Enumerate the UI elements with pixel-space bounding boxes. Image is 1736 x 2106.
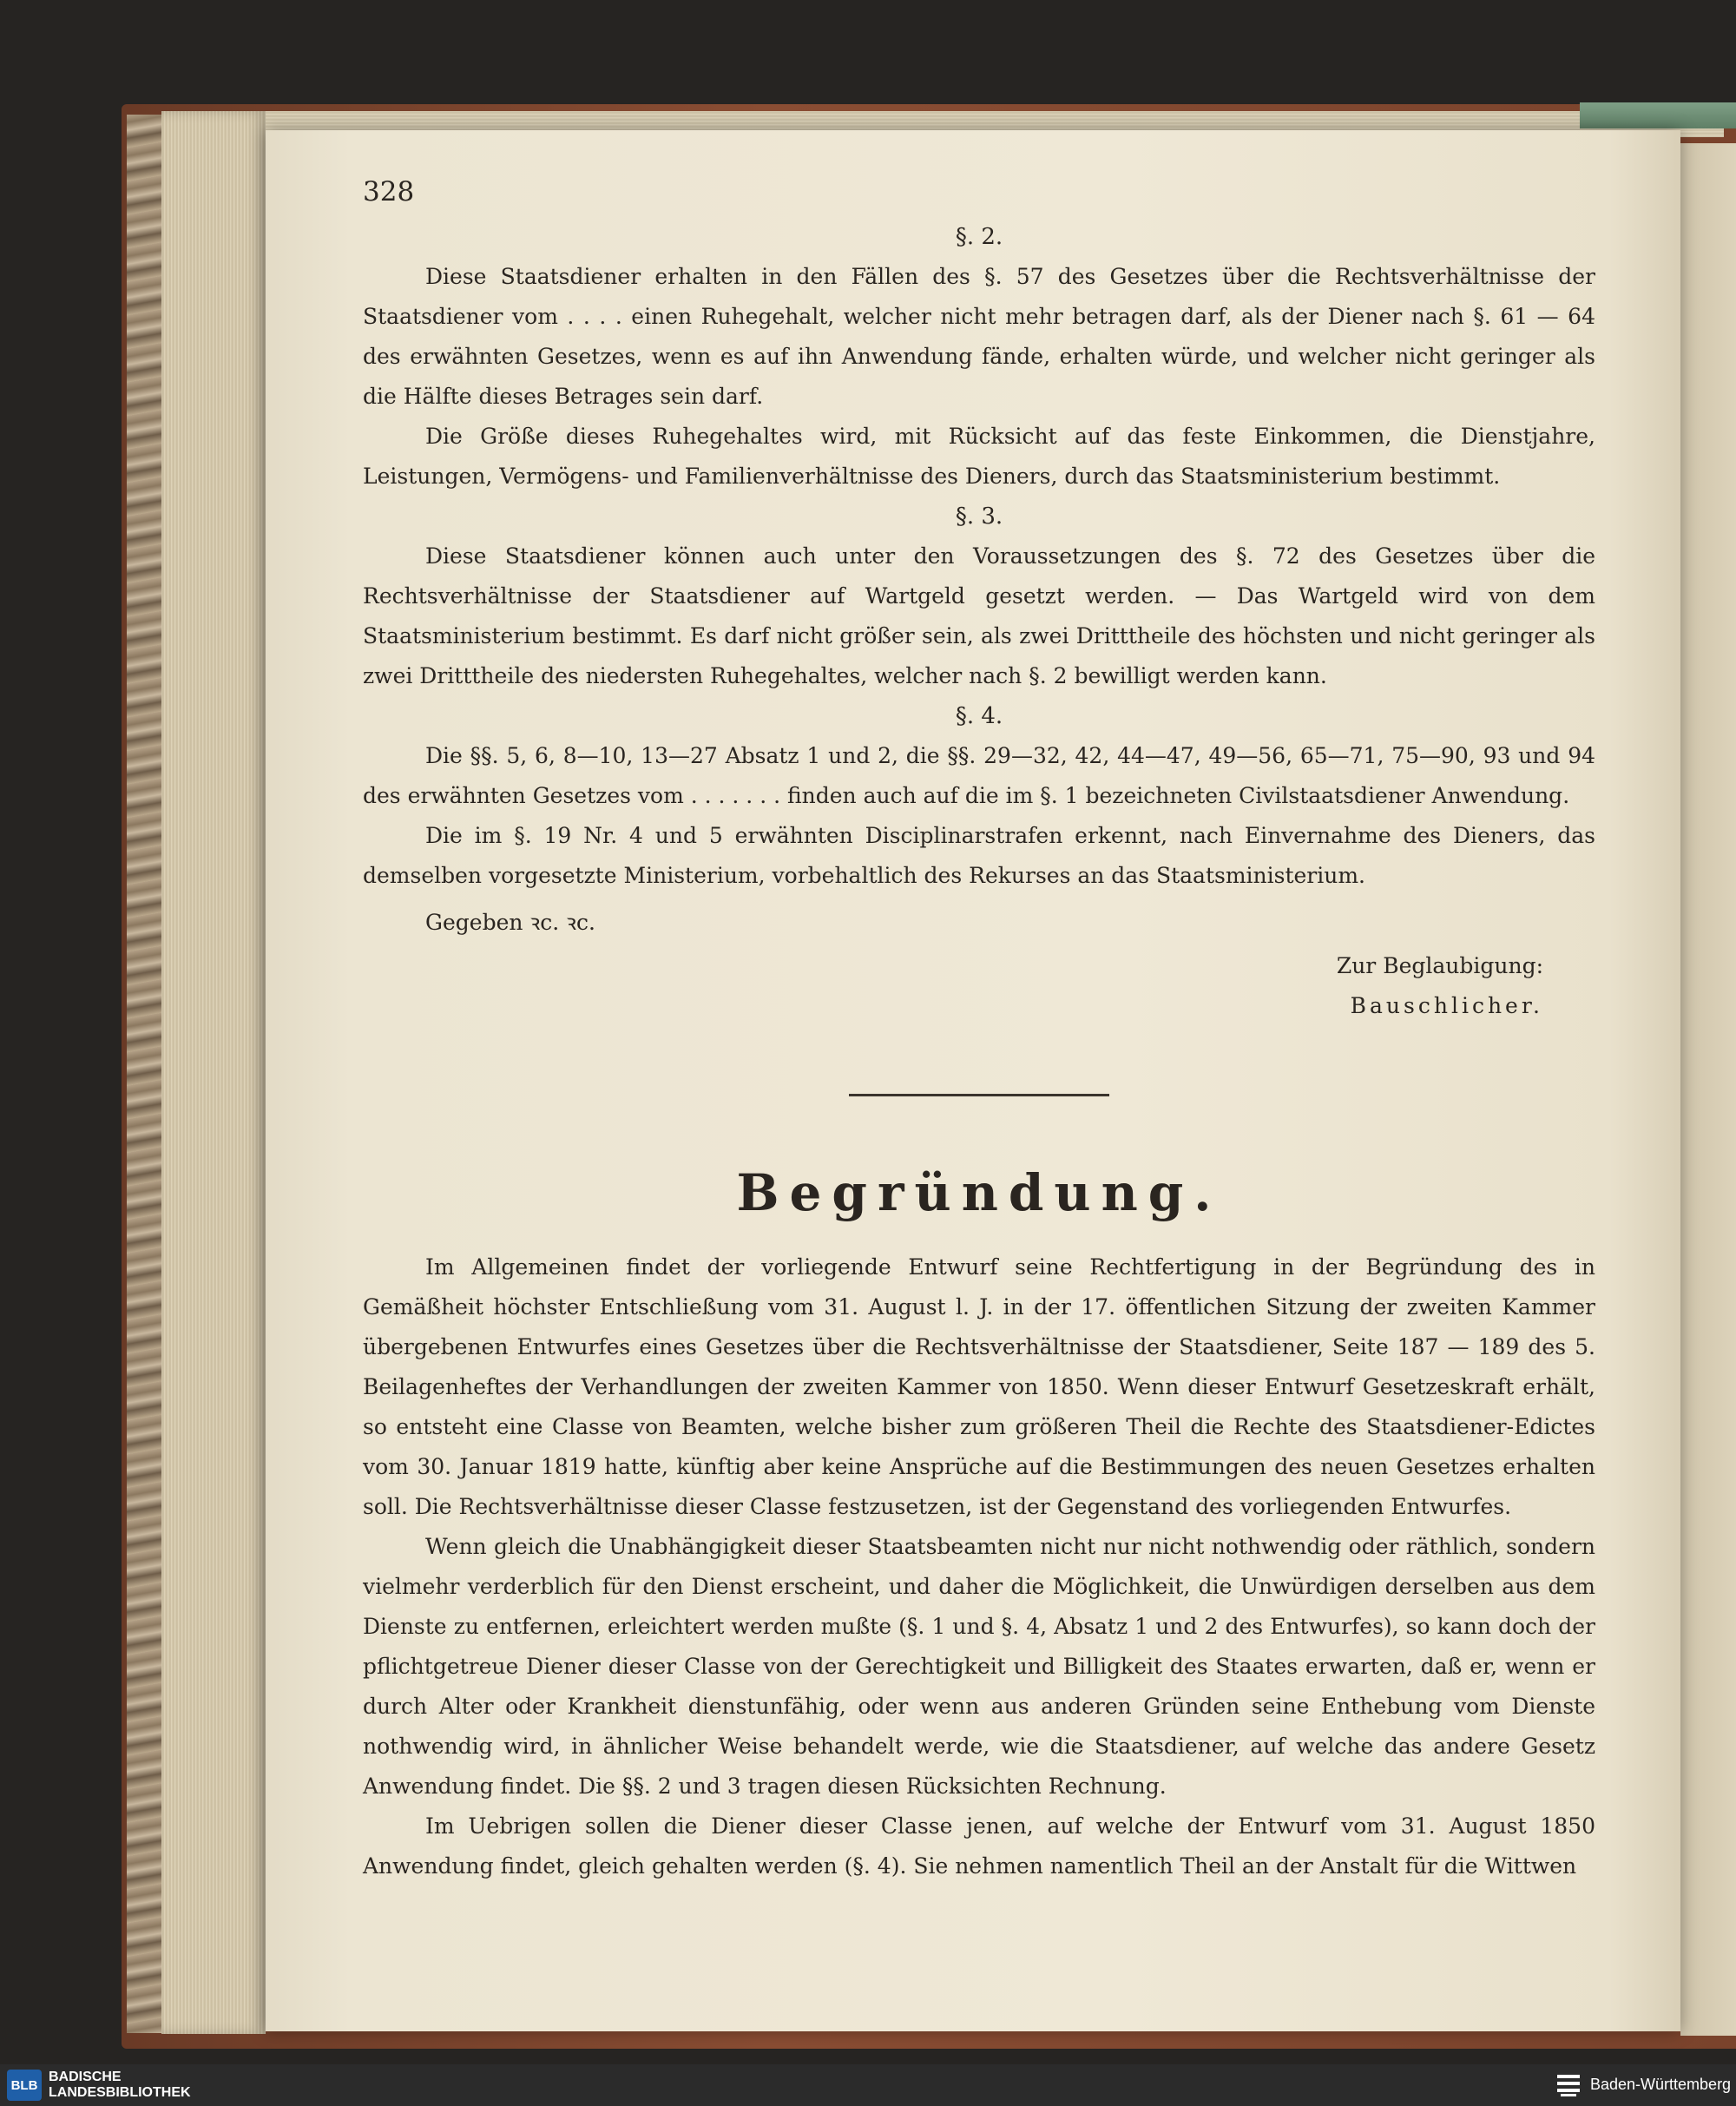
paragraph: Die Größe dieses Ruhegehaltes wird, mit Rücksicht auf das feste Einkommen, die Dienstjahre, Leistungen, Vermögens- und Familienverhältnisse des Dieners, durch das Staatsministerium bestimmt. — [363, 424, 1595, 489]
divider-rule — [849, 1094, 1109, 1096]
binding-ribbon — [1580, 102, 1736, 128]
page-edges-left — [161, 111, 266, 2034]
marbled-edge — [127, 115, 161, 2033]
section-heading: §. 3. — [955, 503, 1003, 530]
library-name[interactable] — [49, 2070, 240, 2101]
paragraph: Wenn gleich die Unabhängigkeit dieser Staatsbeamten nicht nur nicht nothwendig oder räthlich, sondern vielmehr verderblich für den Dienst erscheint, und daher die Möglichkeit, die Unwürdigen derselben aus dem Dienste zu entfernen, erleichtert werden mußte (§. 1 und §. 4, Absatz 1 und 2 des Entwurfes), so kann doch der pflichtgetreue Diener dieser Classe von der Gerechtigkeit und Billigkeit des Staates erwarten, daß er, wenn er durch Alter oder Krankheit dienstunfähig, oder wenn aus anderen Gründen seine Enthebung vom Dienste nothwendig wird, in ähnlicher Weise behandelt werde, wie die Staatsdiener, auf welche das andere Gesetz Anwendung findet. Die §§. 2 und 3 tragen diesen Rücksichten Rechnung. — [363, 1534, 1595, 1799]
state-name[interactable]: Baden-Württemberg — [1590, 2076, 1732, 2093]
page-text — [363, 172, 1595, 1886]
state-coat-of-arms-icon — [1554, 2071, 1583, 2099]
blb-logo-text: BLB — [10, 2077, 38, 2093]
section-heading: §. 2. — [955, 224, 1003, 250]
blb-logo[interactable] — [7, 2070, 42, 2101]
page-number: 328 — [363, 176, 415, 207]
paragraph: Diese Staatsdiener können auch unter den Voraussetzungen des §. 72 des Gesetzes über die Rechtsverhältnisse der Staatsdiener auf Wartgeld gesetzt werden. — Das Wartgeld wird von dem Staatsministerium bestimmt. Es darf nicht größer sein, als zwei Dritttheile des höchsten und nicht geringer als zwei Dritttheile des niedersten Ruhegehaltes, welcher nach §. 2 bewilligt werden kann. — [363, 543, 1595, 688]
given-line: Gegeben ꝛc. ꝛc. — [425, 910, 595, 935]
paragraph: Die §§. 5, 6, 8—10, 13—27 Absatz 1 und 2, die §§. 29—32, 42, 44—47, 49—56, 65—71, 75—90, 93 und 94 des erwähnten Gesetzes vom . . . . . . . finden auch auf die im §. 1 bezeichneten Civilstaatsdiener Anwendung. — [363, 743, 1595, 808]
attestation: Zur Beglaubigung: — [1336, 953, 1543, 978]
paragraph: Im Uebrigen sollen die Diener dieser Classe jenen, auf welche der Entwurf vom 31. August 1850 Anwendung findet, gleich gehalten werden (§. 4). Sie nehmen namentlich Theil an der Anstalt für die Wittwen — [363, 1813, 1595, 1879]
footer-bar — [0, 2064, 1736, 2106]
library-name-line2: LANDESBIBLIOTHEK — [49, 2085, 191, 2100]
facing-page-edge — [1680, 143, 1736, 2036]
main-heading: Begründung. — [736, 1163, 1222, 1222]
paragraph: Diese Staatsdiener erhalten in den Fällen des §. 57 des Gesetzes über die Rechtsverhältnisse der Staatsdiener vom . . . . einen Ruhegehalt, welcher nicht mehr betragen darf, als der Diener nach §. 61 — 64 des erwähnten Gesetzes, wenn es auf ihn Anwendung fände, erhalten würde, und welcher nicht geringer als die Hälfte dieses Betrages sein darf. — [363, 264, 1595, 409]
paragraph: Im Allgemeinen findet der vorliegende Entwurf seine Rechtfertigung in der Begründung des in Gemäßheit höchster Entschließung vom 31. August l. J. in der 17. öffentlichen Sitzung der zweiten Kammer übergebenen Entwurfes eines Gesetzes über die Rechtsverhältnisse der Staatsdiener, Seite 187 — 189 des 5. Beilagenheftes der Verhandlungen der zweiten Kammer von 1850. Wenn dieser Entwurf Gesetzeskraft erhält, so entsteht eine Classe von Beamten, welche bisher zum größeren Theil die Rechte des Staatsdiener-Edictes vom 30. Januar 1819 hatte, künftig aber keine Ansprüche auf die Bestimmungen des neuen Gesetzes erhalten soll. Die Rechtsverhältnisse dieser Classe festzusetzen, ist der Gegenstand des vorliegenden Entwurfes. — [363, 1254, 1595, 1519]
library-name-line1: BADISCHE — [49, 2070, 122, 2084]
paragraph: Die im §. 19 Nr. 4 und 5 erwähnten Disciplinarstrafen erkennt, nach Einvernahme des Dieners, das demselben vorgesetzte Ministerium, vorbehaltlich des Rekurses an das Staatsministerium. — [363, 823, 1595, 888]
section-heading: §. 4. — [955, 703, 1003, 729]
attestation-name: Bauschlicher. — [1350, 993, 1543, 1018]
